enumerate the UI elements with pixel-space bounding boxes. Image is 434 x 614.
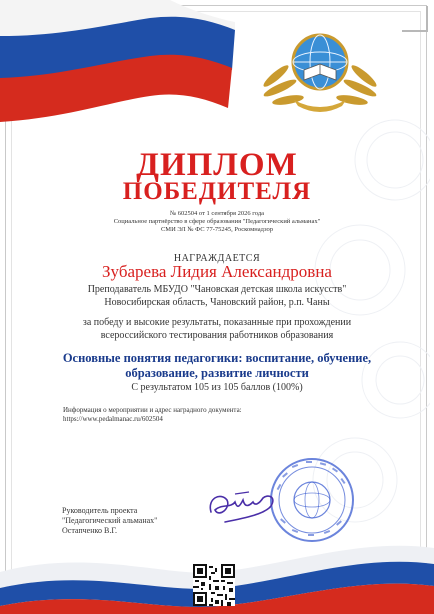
recipient-location: Новосибирская область, Чановский район, р.п. Чаны: [104, 297, 330, 308]
handwritten-signature: [205, 478, 283, 528]
signer-role: Руководитель проекта: [62, 506, 138, 515]
subject-line1: Основные понятия педагогики: воспитание, обучение,: [62, 351, 372, 365]
document-url-link[interactable]: https://www.pedalmanac.ru/602504: [63, 415, 163, 423]
license-text: СМИ ЭЛ № ФС 77-75245, Роскомнадзор: [160, 226, 274, 233]
russian-flag-top: [0, 0, 235, 125]
diploma-title: ДИПЛОМ: [136, 147, 298, 183]
qr-code[interactable]: [193, 564, 235, 606]
award-reason-line2: всероссийского тестирования работников образования: [100, 330, 334, 341]
signer-organization: "Педагогический альманах": [62, 516, 158, 525]
corner-ornament-tr: [402, 6, 428, 32]
globe-laurel-emblem-icon: [258, 18, 382, 118]
subject-line2: образование, развитие личности: [125, 366, 309, 380]
event-info-label: Информация о мероприятии и адрес наградного документа:: [63, 406, 242, 414]
award-reason-line1: за победу и высокие результаты, показанные при прохождении: [82, 317, 352, 328]
partnership-text: Социальное партнёрство в сфере образования "Педагогический альманах": [113, 218, 321, 225]
test-result: С результатом 105 из 105 баллов (100%): [131, 382, 303, 393]
event-info: [63, 406, 242, 424]
awards-label: НАГРАЖДАЕТСЯ: [173, 253, 261, 264]
document-number: № 602504 от 1 сентября 2026 года: [169, 210, 265, 217]
recipient-name: Зубарева Лидия Александровна: [102, 262, 332, 281]
diploma-subtitle: ПОБЕДИТЕЛЯ: [122, 178, 312, 205]
signer-name: Остапченко В.Г.: [62, 526, 118, 535]
recipient-position: Преподаватель МБУДО "Чановская детская школа искусств": [87, 284, 347, 295]
